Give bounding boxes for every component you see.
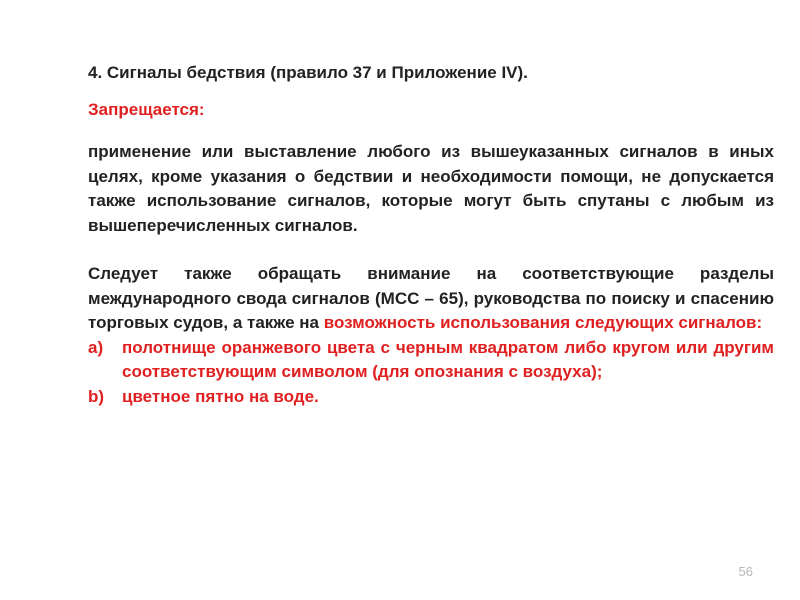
spacer xyxy=(88,238,774,262)
list-item-b xyxy=(88,385,774,410)
paragraph-references-text: Следует также обращать внимание на соответствующие разделы международного свода сигналов (МСС – 65), руководства по поиску и спасению торговых судов, а также на xyxy=(88,264,774,332)
paragraph-prohibition: применение или выставление любого из вышеуказанных сигналов в иных целях, кроме указания о бедствии и необходимости помощи, не допускается также использование сигналов, которые могут быть спутаны с любым из вышеперечисленных сигналов. xyxy=(88,142,774,235)
paragraph-references-highlight: возможность использования следующих сигналов: xyxy=(323,313,763,332)
list-marker-b: b) xyxy=(88,386,105,406)
list-text-a: полотнище оранжевого цвета с черным квадратом либо кругом или другим соответствующим символом (для опознания с воздуха); xyxy=(122,337,774,381)
list-item-a xyxy=(88,336,774,385)
list-marker-a: a) xyxy=(88,337,104,357)
slide-content xyxy=(88,61,774,409)
forbidden-heading: Запрещается: xyxy=(88,99,205,119)
list-text-b: цветное пятно на воде. xyxy=(122,386,319,406)
slide-title: 4. Сигналы бедствия (правило 37 и Приложение IV). xyxy=(88,63,528,82)
paragraph-references xyxy=(88,262,774,336)
page-number: 56 xyxy=(738,564,753,579)
